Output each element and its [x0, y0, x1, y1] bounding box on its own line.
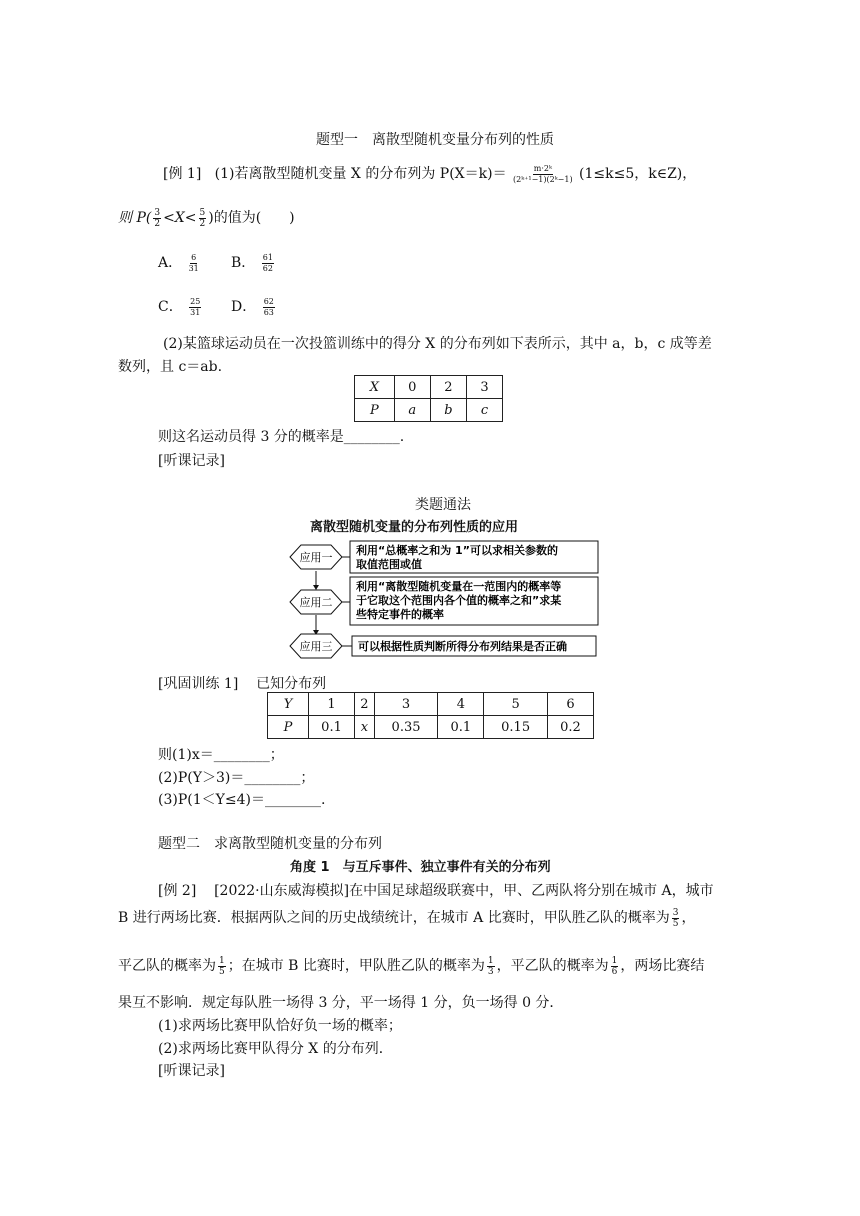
- table-cell: 6: [547, 693, 593, 716]
- example1-part1-prefix: (1)若离散型随机变量 X 的分布列为 P(X＝k)＝: [214, 166, 507, 182]
- table-row: [268, 693, 594, 716]
- box2-line1: 利用“离散型随机变量在一范围内的概率等: [356, 580, 562, 593]
- table-cell: 5: [484, 693, 548, 716]
- box2-line2: 于它取这个范围内各个值的概率之和”求某: [356, 594, 562, 607]
- table-cell: 0.1: [438, 716, 484, 739]
- frac-den: 2: [154, 218, 161, 229]
- table-cell: 3: [374, 693, 438, 716]
- line2-suffix: )的值为( ): [208, 210, 295, 226]
- example2-line4: 果互不影响．规定每队胜一场得 3 分，平一场得 1 分，负一场得 0 分．: [118, 995, 564, 1011]
- table-cell: c: [466, 399, 502, 422]
- table-cell: 0.35: [374, 716, 438, 739]
- frac-num: 3: [672, 907, 679, 918]
- diamond-label-1: 应用一: [299, 551, 333, 564]
- table-cell: b: [430, 399, 466, 422]
- practice1-heading: [158, 673, 326, 693]
- frac-den: 62: [262, 263, 273, 273]
- frac-num: 3: [154, 207, 161, 218]
- example1-pmf-fraction: [513, 164, 573, 185]
- frac-num: 61: [262, 252, 273, 262]
- table-row: [355, 399, 503, 422]
- diamond-label-2: 应用二: [299, 596, 333, 609]
- practice1-q3: (3)P(1＜Y≤4)＝________.: [158, 792, 326, 808]
- frac-den: 5: [672, 918, 679, 929]
- example2-text-1: [2022·山东威海模拟]在中国足球超级联赛中，甲、乙两队将分别在城市 A，城市: [214, 883, 714, 899]
- option-d: [231, 296, 277, 318]
- table-cell: Y: [268, 693, 309, 716]
- fraction-5-2: [199, 208, 207, 229]
- practice1-q2: (2)P(Y＞3)＝________；: [158, 770, 315, 786]
- example2-line3: [118, 955, 704, 977]
- box3-line1: 可以根据性质判断所得分布列结果是否正确: [358, 640, 567, 653]
- example1-line1: [163, 163, 696, 185]
- box2-line3: 些特定事件的概率: [356, 608, 444, 621]
- method-subheading: 离散型随机变量的分布列性质的应用: [310, 520, 519, 535]
- arrow-head: [313, 585, 319, 590]
- part2-line1: (2)某篮球运动员在一次投篮训练中的得分 X 的分布列如下表所示，其中 a，b，c 成等差: [163, 336, 712, 352]
- example1-label: [例 1]: [163, 166, 202, 182]
- example2-text-2-end: ，: [681, 910, 696, 926]
- practice1-intro: 已知分布列: [256, 676, 327, 692]
- frac-den: 31: [188, 263, 199, 273]
- table-cell: 2: [430, 376, 466, 399]
- frac-num: 1: [611, 955, 618, 966]
- section2-angle: 角度 1 与互斥事件、独立事件有关的分布列: [290, 860, 551, 875]
- box1-line2: 取值范围或值: [356, 558, 422, 571]
- fraction-3-2: [153, 208, 161, 229]
- frac-num: 62: [263, 296, 274, 306]
- pmf-numerator: m·2ᵏ: [533, 163, 552, 173]
- example2-text-3b: ；在城市 B 比赛时，甲队胜乙队的概率为: [227, 958, 485, 974]
- option-label: D．: [231, 299, 257, 315]
- table-cell: 3: [466, 376, 502, 399]
- table-cell: x: [355, 716, 375, 739]
- option-b: [231, 252, 276, 274]
- table-cell: X: [355, 376, 395, 399]
- practice1-q1: 则(1)x＝________；: [158, 747, 284, 763]
- example2-label: [例 2]: [158, 883, 197, 899]
- line2-mid: <X<: [163, 210, 197, 226]
- option-a: [158, 252, 201, 274]
- listen-notes-label-2: [听课记录]: [158, 1063, 225, 1079]
- frac-den: 63: [263, 307, 274, 317]
- option-c: [158, 296, 203, 318]
- frac-den: 31: [190, 307, 201, 317]
- frac-num: 6: [191, 252, 197, 262]
- box1-line1: 利用“总概率之和为 1”可以求相关参数的: [356, 544, 558, 557]
- example1-part1-suffix: (1≤k≤5，k∈Z)，: [579, 166, 697, 182]
- table-row: [355, 376, 503, 399]
- example2-q2: (2)求两场比赛甲队得分 X 的分布列．: [158, 1041, 393, 1057]
- frac-den: 2: [199, 218, 206, 229]
- option-label: C．: [158, 299, 183, 315]
- fraction-3-5: [672, 908, 680, 929]
- example2-text-2: B 进行两场比赛．根据两队之间的历史战绩统计，在城市 A 比赛时，甲队胜乙队的概率为: [118, 910, 670, 926]
- listen-notes-label-1: [听课记录]: [158, 453, 225, 469]
- table-cell: 2: [355, 693, 375, 716]
- frac-den: 3: [487, 966, 494, 977]
- distribution-table-x: [354, 375, 503, 422]
- frac-num: 1: [487, 955, 494, 966]
- example2-line2: [118, 907, 695, 929]
- example1-line2: [118, 207, 295, 229]
- part2-line2: 数列，且 c＝ab.: [118, 359, 223, 375]
- section2-heading: 题型二 求离散型随机变量的分布列: [158, 836, 382, 852]
- table-cell: 0: [394, 376, 430, 399]
- example2-text-3a: 平乙队的概率为: [118, 958, 216, 974]
- example2-line1: [158, 880, 714, 900]
- table-cell: 0.1: [309, 716, 355, 739]
- frac-num: 1: [219, 955, 225, 966]
- option-fraction: [262, 253, 274, 274]
- fraction-1-3: [487, 956, 495, 977]
- fraction-1-6: [611, 956, 619, 977]
- example2-text-3c: ，平乙队的概率为: [496, 958, 609, 974]
- table-cell: 1: [309, 693, 355, 716]
- method-flowchart: [286, 538, 602, 662]
- diamond-label-3: 应用三: [299, 640, 333, 653]
- fraction-1-5: [218, 956, 226, 977]
- table-cell: 4: [438, 693, 484, 716]
- example2-q1: (1)求两场比赛甲队恰好负一场的概率；: [158, 1018, 402, 1034]
- frac-num: 5: [199, 207, 206, 218]
- table-cell: P: [268, 716, 309, 739]
- table-cell: P: [355, 399, 395, 422]
- method-heading: 类题通法: [415, 497, 471, 513]
- option-fraction: [189, 297, 201, 318]
- frac-den: 5: [219, 966, 225, 977]
- line2-prefix: 则 P(: [118, 210, 152, 226]
- distribution-table-y: [267, 692, 594, 739]
- table-cell: 0.2: [547, 716, 593, 739]
- frac-den: 6: [611, 966, 618, 977]
- frac-num: 25: [190, 296, 201, 306]
- option-label: B．: [231, 255, 256, 271]
- option-label: A．: [158, 255, 183, 271]
- part2-question: 则这名运动员得 3 分的概率是________.: [158, 429, 405, 445]
- section1-heading: 题型一 离散型随机变量分布列的性质: [316, 132, 554, 148]
- option-fraction: [189, 253, 199, 274]
- option-fraction: [263, 297, 275, 318]
- table-row: [268, 716, 594, 739]
- example2-text-3d: ，两场比赛结: [620, 958, 705, 974]
- practice1-label: [巩固训练 1]: [158, 676, 239, 692]
- pmf-denominator: (2ᵏ⁺¹−1)(2ᵏ−1): [513, 174, 573, 184]
- table-cell: a: [394, 399, 430, 422]
- table-cell: 0.15: [484, 716, 548, 739]
